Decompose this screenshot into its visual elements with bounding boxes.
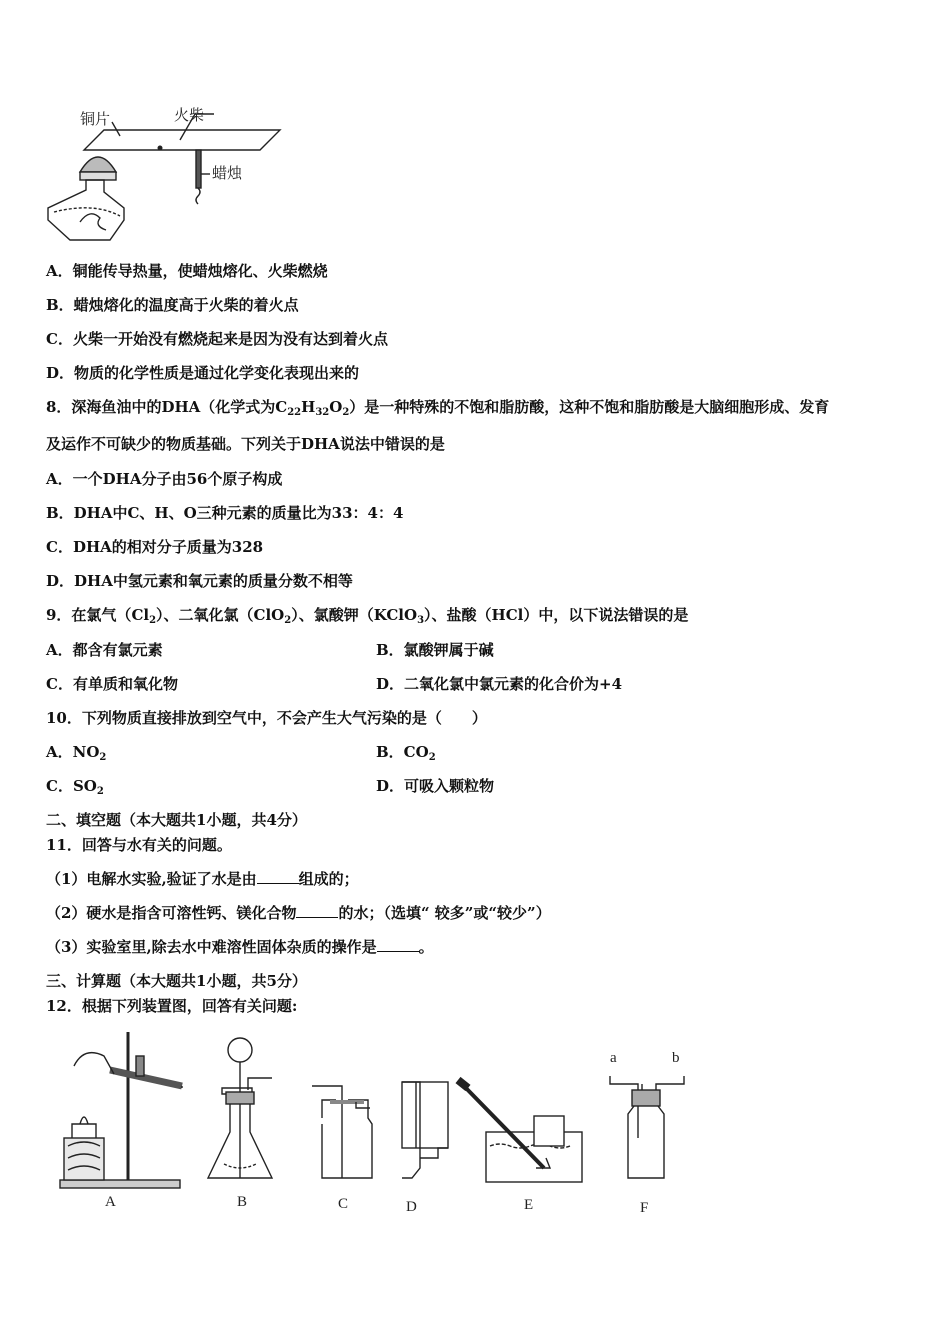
apparatus-f-label: F [640, 1200, 649, 1216]
apparatus-c-icon [312, 1086, 372, 1178]
match-label: 火柴 [174, 108, 205, 124]
q8-stem-line2: 及运作不可缺少的物质基础。下列关于DHA说法中错误的是 [46, 435, 445, 453]
section-3-heading: 三、计算题（本大题共1小题，共5分） [46, 972, 307, 990]
apparatus-d-label: D [406, 1199, 417, 1215]
candle-label: 蜡烛 [212, 166, 243, 182]
copper-label: 铜片 [80, 112, 111, 128]
q9-option-c: C．有单质和氧化物 [46, 675, 178, 693]
apparatus-c-label: C [338, 1196, 349, 1212]
q8-option-b: B．DHA中C、H、O三种元素的质量比为33：4：4 [46, 504, 404, 522]
apparatus-a-label: A [105, 1194, 116, 1210]
q10-option-c: C．$SO_2$ [46, 777, 104, 797]
blank-2[interactable] [296, 903, 338, 918]
q8-stem: 8．深海鱼油中的DHA（化学式为$C_{22}H_{32}O_2$）是一种特殊的不饱和脂肪酸，这种不饱和脂肪酸是大脑细胞形成、发育 [46, 398, 830, 418]
apparatus-f-icon [610, 1076, 684, 1178]
blank-1[interactable] [257, 869, 299, 884]
q9-option-d: D．二氧化氯中氯元素的化合价为+4 [376, 675, 623, 693]
q8-option-c: C．DHA的相对分子质量为328 [46, 538, 264, 556]
apparatus-b-label: B [237, 1194, 248, 1210]
apparatus-d-icon [402, 1082, 448, 1178]
q11-stem: 11．回答与水有关的问题。 [46, 836, 232, 854]
tube-a-label: a [610, 1050, 617, 1066]
apparatus-a-icon [60, 1032, 182, 1188]
match-head-icon [158, 146, 163, 151]
q11-part-2: （2）硬水是指含可溶性钙、镁化合物 的水；（选填“ 较多”或“较少”） [46, 904, 551, 922]
q10-option-b: B．$CO_2$ [376, 743, 436, 763]
q12-stem: 12．根据下列装置图，回答有关问题: [46, 997, 298, 1015]
q10-option-a: A．$NO_2$ [46, 743, 107, 763]
q11-part-1: （1）电解水实验,验证了水是由 组成的； [46, 870, 359, 888]
q10-option-d: D．可吸入颗粒物 [376, 777, 495, 795]
q11-part-3: （3）实验室里,除去水中难溶性固体杂质的操作是 。 [46, 938, 434, 956]
q9-option-b: B．氯酸钾属于碱 [376, 641, 494, 659]
q7-option-c: C．火柴一开始没有燃烧起来是因为没有达到着火点 [46, 330, 388, 348]
q9-stem: 9．在氯气$(Cl_2)$、二氧化氯（ClO$_2$）、氯酸钾（KClO$_3$）、盐酸（HCl）中，以下说法错误的是 [46, 606, 689, 626]
tube-b-label: b [672, 1050, 680, 1066]
blank-3[interactable] [377, 937, 419, 952]
copper-heating-diagram [40, 100, 290, 248]
apparatus-b-icon [208, 1038, 272, 1178]
q8-option-a: A．一个DHA分子由56个原子构成 [46, 470, 283, 488]
q7-option-d: D．物质的化学性质是通过化学变化表现出来的 [46, 364, 360, 382]
q10-stem: 10．下列物质直接排放到空气中，不会产生大气污染的是（ ） [46, 709, 487, 727]
q9-option-a: A．都含有氯元素 [46, 641, 163, 659]
q8-option-d: D．DHA中氢元素和氧元素的质量分数不相等 [46, 572, 353, 590]
apparatus-diagram [50, 1028, 700, 1224]
q7-option-a: A．铜能传导热量，使蜡烛熔化、火柴燃烧 [46, 262, 328, 280]
apparatus-e-label: E [524, 1197, 534, 1213]
apparatus-e-icon [458, 1080, 582, 1182]
q7-option-b: B．蜡烛熔化的温度高于火柴的着火点 [46, 296, 299, 314]
section-2-heading: 二、填空题（本大题共1小题，共4分） [46, 811, 307, 829]
